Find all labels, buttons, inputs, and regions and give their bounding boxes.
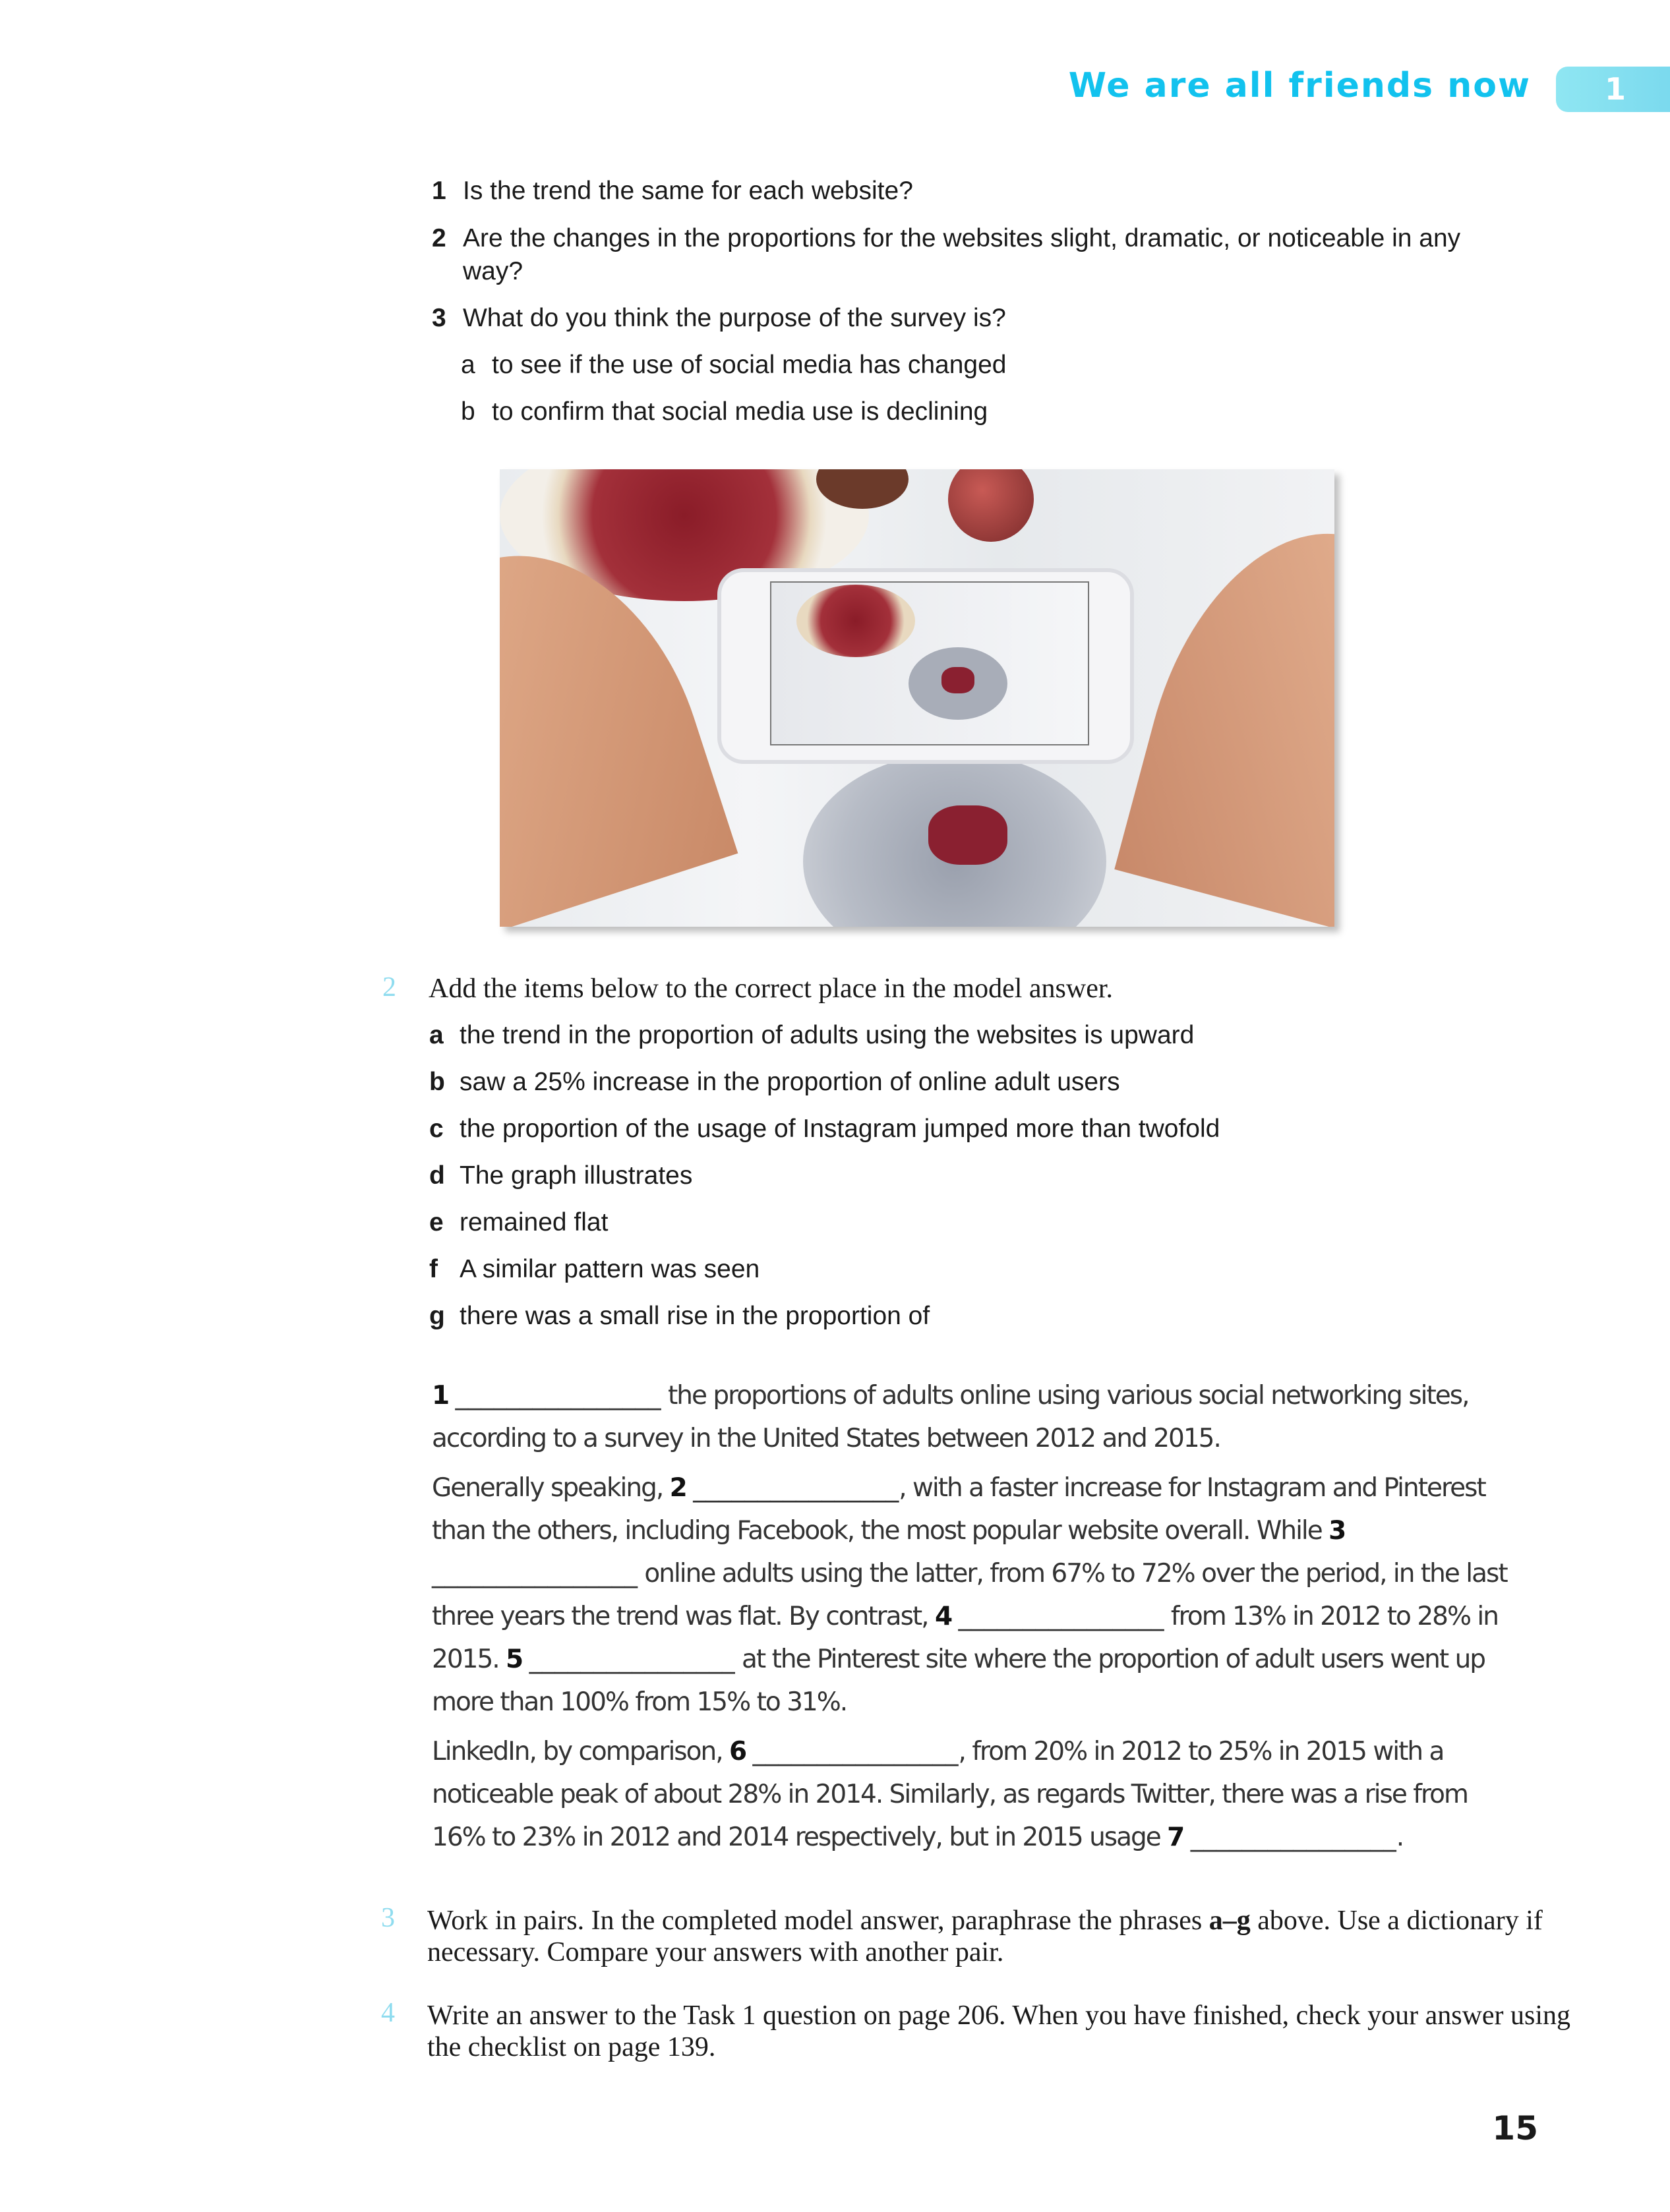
blank-2[interactable]: ________________ — [693, 1473, 899, 1503]
blank-1[interactable]: ________________ — [455, 1381, 661, 1411]
model-answer — [432, 1374, 1513, 1865]
section-2-instruction: Add the items below to the correct place in the model answer. — [429, 974, 1114, 1004]
blank-6[interactable]: ________________ — [752, 1737, 959, 1766]
section-3-instruction: Work in pairs. In the completed model answer, paraphrase the phrases a–g above. Use a dictionary if necessary. Compare your answers with another pair. — [427, 1906, 1543, 1967]
blank-5[interactable]: ________________ — [529, 1644, 735, 1674]
chapter-title: We are all friends now — [1068, 66, 1531, 105]
item-a: a the trend in the proportion of adults using the websites is upward — [429, 1021, 1195, 1049]
model-paragraph-3: LinkedIn, by comparison, 6 ________________, from 20% in 2012 to 25% in 2015 with a noticeable peak of about 28% in 2014. Similarly, as regards Twitter, there was a rise from 16% to 23% in 2012 and 2014 respectively, but in 2015 usage 7 ________________. — [432, 1737, 1468, 1852]
section-3-number: 3 — [381, 1903, 395, 1933]
item-e: e remained flat — [429, 1208, 609, 1237]
section-4-number: 4 — [381, 1998, 395, 2028]
chapter-tab: 1 — [1556, 67, 1670, 112]
blank-3[interactable]: ________________ — [432, 1559, 638, 1588]
option-a: a to see if the use of social media has changed — [461, 351, 1007, 379]
item-d: d The graph illustrates — [429, 1161, 693, 1190]
item-b: b saw a 25% increase in the proportion of online adult users — [429, 1068, 1120, 1096]
question-3: 3 What do you think the purpose of the survey is? — [432, 304, 1006, 332]
page-number: 15 — [1492, 2109, 1538, 2147]
item-c: c the proportion of the usage of Instagram jumped more than twofold — [429, 1115, 1220, 1143]
option-b: b to confirm that social media use is declining — [461, 397, 988, 426]
question-2: 2 Are the changes in the proportions for the websites slight, dramatic, or noticeable in any way? — [432, 224, 1461, 285]
blank-7[interactable]: ________________ — [1190, 1822, 1396, 1852]
item-g: g there was a small rise in the proportion of — [429, 1302, 930, 1330]
item-f: f A similar pattern was seen — [429, 1255, 760, 1283]
model-paragraph-1: 1 ________________ the proportions of adults online using various social networking sites, according to a survey in the United States between 2012 and 2015. — [432, 1381, 1469, 1453]
section-2-number: 2 — [382, 972, 396, 1003]
question-1: 1 Is the trend the same for each website? — [432, 177, 913, 205]
section-4-instruction: Write an answer to the Task 1 question on page 206. When you have finished, check your answer using the checklist on page 139. — [427, 2000, 1571, 2062]
photo-phone-capturing-food — [500, 469, 1334, 927]
model-paragraph-2: Generally speaking, 2 ________________, with a faster increase for Instagram and Pinterest than the others, including Facebook, the most popular website overall. While 3 ________________ online adults using the latter, from 67% to 72% over the period, in the last three years the trend was flat. By contrast, 4 ________________ from 13% in 2012 to 28% in 2015. 5 ________________ at the Pinterest site where the proportion of adult users went up more than 100% from 15% to 31%. — [432, 1473, 1507, 1717]
blank-4[interactable]: ________________ — [958, 1602, 1164, 1631]
item-list — [429, 1019, 1220, 1347]
